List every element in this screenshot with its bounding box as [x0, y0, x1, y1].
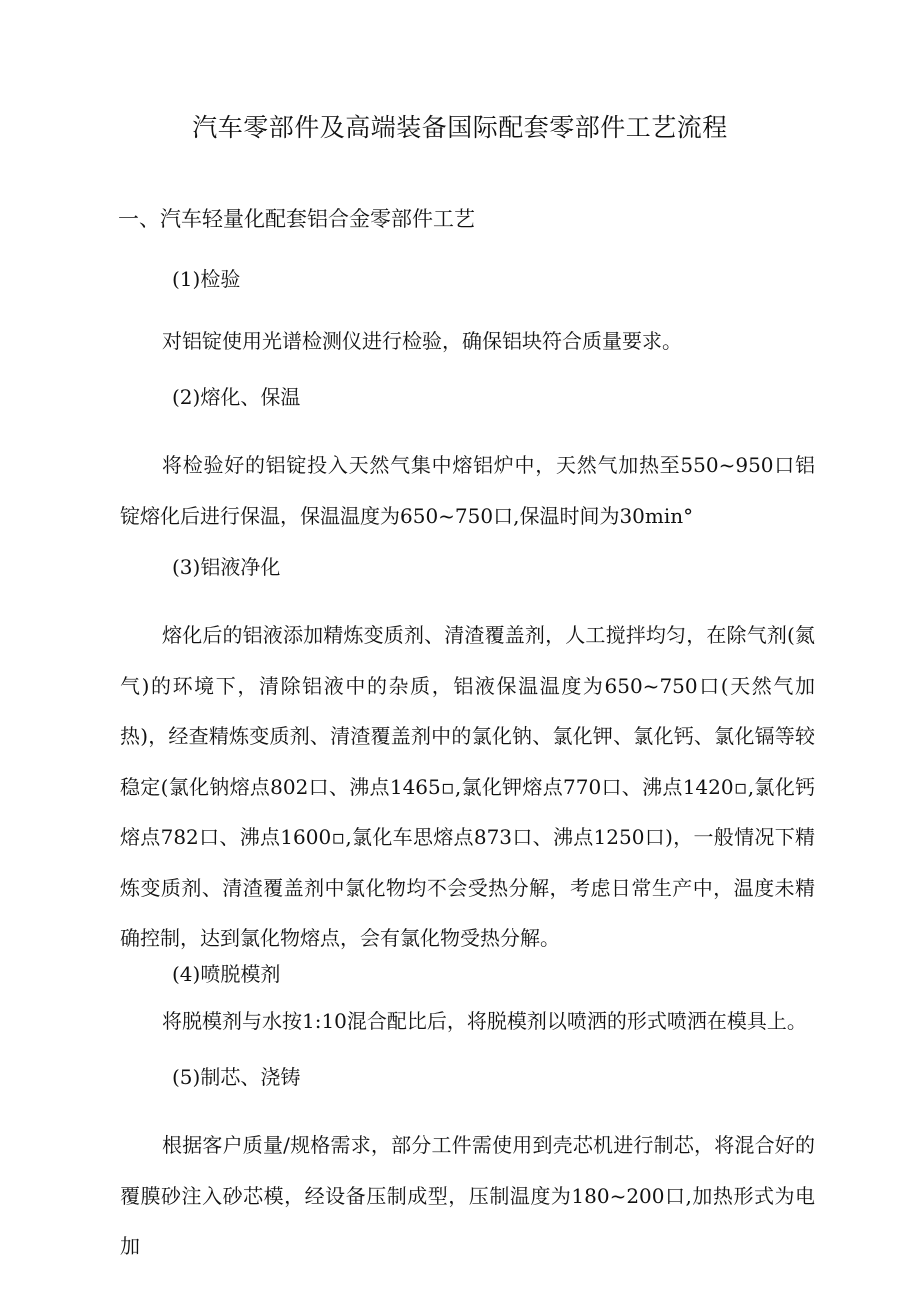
- step-1-paragraph: 对铝锭使用光谱检测仪进行检验，确保铝块符合质量要求。: [162, 329, 682, 353]
- step-4-paragraph: 将脱模剂与水按1:10混合配比后，将脱模剂以喷洒的形式喷洒在模具上。: [162, 1009, 807, 1033]
- step-3-label: (3)铝液净化: [172, 555, 281, 579]
- step-2-paragraph: 将检验好的铝锭投入天然气集中熔铝炉中，天然气加热至550~950口铝锭熔化后进行保温，保温温度为650~750口,保温时间为30min°: [120, 453, 815, 528]
- step-4-label: (4)喷脱模剂: [172, 962, 281, 986]
- step-5-label: (5)制芯、浇铸: [172, 1065, 301, 1089]
- document-title: 汽车零部件及高端装备国际配套零部件工艺流程: [192, 113, 728, 142]
- step-2-label: (2)熔化、保温: [172, 385, 301, 409]
- step-3-paragraph: 熔化后的铝液添加精炼变质剂、清渣覆盖剂，人工搅拌均匀，在除气剂(氮气)的环境下，清除铝液中的杂质，铝液保温温度为650~750口(天然气加热)，经查精炼变质剂、清渣覆盖剂中的氯化钠、氯化钾、氯化钙、氯化镉等较稳定(氯化钠熔点802口、沸点1465▫,氯化钾熔点770口、沸点1420▫,氯化钙熔点782口、沸点1600▫,氯化车思熔点873口、沸点1250口)，一般情况下精炼变质剂、清渣覆盖剂中氯化物均不会受热分解，考虑日常生产中，温度未精确控制，达到氯化物熔点，会有氯化物受热分解。: [120, 623, 815, 950]
- step-1-label: (1)检验: [172, 267, 241, 291]
- step-5-paragraph: 根据客户质量/规格需求，部分工件需使用到壳芯机进行制芯，将混合好的覆膜砂注入砂芯模，经设备压制成型，压制温度为180~200口,加热形式为电加: [120, 1133, 815, 1258]
- section-heading: 一、汽车轻量化配套铝合金零部件工艺: [118, 207, 475, 231]
